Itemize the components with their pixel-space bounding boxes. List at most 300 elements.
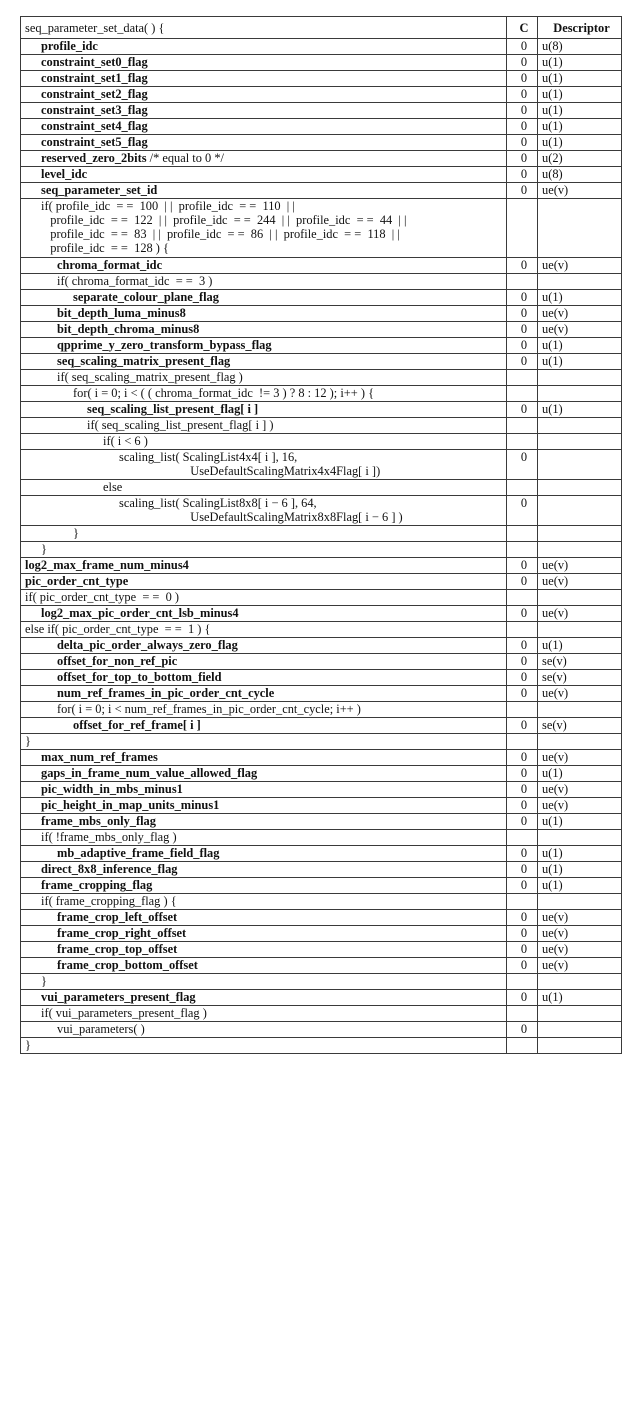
category-cell bbox=[507, 386, 538, 402]
syntax-statement: scaling_list( ScalingList4x4[ i ], 16, bbox=[119, 450, 298, 464]
descriptor-cell: u(1) bbox=[538, 862, 622, 878]
syntax-cell bbox=[21, 926, 507, 942]
syntax-cell bbox=[21, 434, 507, 450]
table-row bbox=[21, 87, 622, 103]
syntax-element-name: chroma_format_idc bbox=[57, 258, 163, 272]
syntax-statement: if( chroma_format_idc = = 3 ) bbox=[57, 274, 213, 288]
table-row bbox=[21, 135, 622, 151]
category-cell: 0 bbox=[507, 290, 538, 306]
category-cell: 0 bbox=[507, 338, 538, 354]
descriptor-cell: u(1) bbox=[538, 71, 622, 87]
table-row bbox=[21, 846, 622, 862]
table-row bbox=[21, 718, 622, 734]
syntax-element-name: frame_crop_right_offset bbox=[57, 926, 187, 940]
table-row bbox=[21, 370, 622, 386]
table-row bbox=[21, 418, 622, 434]
table-row bbox=[21, 990, 622, 1006]
table-row bbox=[21, 670, 622, 686]
category-cell bbox=[507, 370, 538, 386]
category-cell: 0 bbox=[507, 878, 538, 894]
descriptor-cell bbox=[538, 386, 622, 402]
syntax-cell bbox=[21, 622, 507, 638]
syntax-element-name: frame_crop_bottom_offset bbox=[57, 958, 198, 972]
syntax-cell bbox=[21, 814, 507, 830]
descriptor-cell: ue(v) bbox=[538, 558, 622, 574]
category-cell: 0 bbox=[507, 750, 538, 766]
descriptor-cell bbox=[538, 434, 622, 450]
category-cell bbox=[507, 434, 538, 450]
category-cell: 0 bbox=[507, 990, 538, 1006]
syntax-cell bbox=[21, 322, 507, 338]
syntax-element-name: reserved_zero_2bits bbox=[41, 151, 147, 165]
category-cell bbox=[507, 974, 538, 990]
descriptor-cell: u(1) bbox=[538, 402, 622, 418]
table-row bbox=[21, 590, 622, 606]
syntax-element-name: offset_for_non_ref_pic bbox=[57, 654, 178, 668]
syntax-statement: if( frame_cropping_flag ) { bbox=[41, 894, 177, 908]
category-cell: 0 bbox=[507, 654, 538, 670]
table-row bbox=[21, 910, 622, 926]
descriptor-cell: ue(v) bbox=[538, 183, 622, 199]
descriptor-cell: u(1) bbox=[538, 55, 622, 71]
syntax-cell bbox=[21, 654, 507, 670]
syntax-element-name: vui_parameters_present_flag bbox=[41, 990, 196, 1004]
header-descriptor: Descriptor bbox=[538, 17, 622, 39]
syntax-cell bbox=[21, 418, 507, 434]
descriptor-cell: u(1) bbox=[538, 846, 622, 862]
syntax-cell bbox=[21, 702, 507, 718]
descriptor-cell: u(1) bbox=[538, 638, 622, 654]
syntax-cell bbox=[21, 338, 507, 354]
table-row bbox=[21, 306, 622, 322]
descriptor-cell: u(8) bbox=[538, 167, 622, 183]
table-row bbox=[21, 974, 622, 990]
table-row bbox=[21, 274, 622, 290]
category-cell: 0 bbox=[507, 135, 538, 151]
descriptor-cell: ue(v) bbox=[538, 306, 622, 322]
category-cell: 0 bbox=[507, 119, 538, 135]
table-row bbox=[21, 450, 622, 480]
syntax-element-name: profile_idc bbox=[41, 39, 98, 53]
table-row bbox=[21, 480, 622, 496]
category-cell bbox=[507, 526, 538, 542]
table-row bbox=[21, 434, 622, 450]
table-row bbox=[21, 798, 622, 814]
category-cell: 0 bbox=[507, 306, 538, 322]
syntax-cell bbox=[21, 199, 507, 258]
table-row bbox=[21, 199, 622, 258]
descriptor-cell bbox=[538, 974, 622, 990]
syntax-cell bbox=[21, 290, 507, 306]
table-row bbox=[21, 354, 622, 370]
table-row bbox=[21, 1006, 622, 1022]
syntax-element-name: bit_depth_luma_minus8 bbox=[57, 306, 186, 320]
syntax-comment: /* equal to 0 */ bbox=[146, 151, 224, 165]
descriptor-cell bbox=[538, 1038, 622, 1054]
syntax-cell bbox=[21, 798, 507, 814]
category-cell bbox=[507, 734, 538, 750]
category-cell: 0 bbox=[507, 151, 538, 167]
category-cell bbox=[507, 480, 538, 496]
syntax-cell bbox=[21, 526, 507, 542]
syntax-element-name: frame_cropping_flag bbox=[41, 878, 153, 892]
syntax-cell bbox=[21, 910, 507, 926]
category-cell bbox=[507, 1038, 538, 1054]
category-cell: 0 bbox=[507, 496, 538, 526]
category-cell: 0 bbox=[507, 686, 538, 702]
syntax-element-name: frame_crop_left_offset bbox=[57, 910, 178, 924]
descriptor-cell bbox=[538, 274, 622, 290]
syntax-cell bbox=[21, 386, 507, 402]
table-row bbox=[21, 338, 622, 354]
syntax-cell bbox=[21, 55, 507, 71]
table-row bbox=[21, 830, 622, 846]
syntax-element-name: constraint_set1_flag bbox=[41, 71, 148, 85]
table-row bbox=[21, 702, 622, 718]
syntax-element-name: qpprime_y_zero_transform_bypass_flag bbox=[57, 338, 272, 352]
descriptor-cell: u(1) bbox=[538, 338, 622, 354]
syntax-cell bbox=[21, 1022, 507, 1038]
descriptor-cell: u(1) bbox=[538, 766, 622, 782]
table-row bbox=[21, 750, 622, 766]
descriptor-cell: u(1) bbox=[538, 290, 622, 306]
syntax-cell bbox=[21, 958, 507, 974]
descriptor-cell bbox=[538, 1022, 622, 1038]
syntax-element-name: constraint_set3_flag bbox=[41, 103, 148, 117]
descriptor-cell: ue(v) bbox=[538, 258, 622, 274]
descriptor-cell: u(1) bbox=[538, 878, 622, 894]
category-cell bbox=[507, 1006, 538, 1022]
syntax-element-name: delta_pic_order_always_zero_flag bbox=[57, 638, 238, 652]
syntax-element-name: level_idc bbox=[41, 167, 88, 181]
table-row bbox=[21, 258, 622, 274]
category-cell: 0 bbox=[507, 71, 538, 87]
table-row bbox=[21, 958, 622, 974]
syntax-cell bbox=[21, 542, 507, 558]
table-row bbox=[21, 71, 622, 87]
category-cell: 0 bbox=[507, 322, 538, 338]
syntax-cell bbox=[21, 670, 507, 686]
category-cell: 0 bbox=[507, 87, 538, 103]
syntax-table bbox=[20, 16, 622, 1054]
syntax-cell bbox=[21, 103, 507, 119]
syntax-element-name: log2_max_frame_num_minus4 bbox=[25, 558, 189, 572]
syntax-element-name: pic_order_cnt_type bbox=[25, 574, 129, 588]
syntax-cell bbox=[21, 830, 507, 846]
syntax-cell bbox=[21, 1038, 507, 1054]
table-row bbox=[21, 638, 622, 654]
descriptor-cell: ue(v) bbox=[538, 926, 622, 942]
table-row bbox=[21, 183, 622, 199]
category-cell: 0 bbox=[507, 958, 538, 974]
syntax-element-name: constraint_set2_flag bbox=[41, 87, 148, 101]
table-header-row bbox=[21, 17, 622, 39]
descriptor-cell bbox=[538, 734, 622, 750]
header-c: C bbox=[507, 17, 538, 39]
syntax-cell bbox=[21, 718, 507, 734]
syntax-statement: vui_parameters( ) bbox=[57, 1022, 145, 1036]
descriptor-cell: u(1) bbox=[538, 103, 622, 119]
category-cell: 0 bbox=[507, 402, 538, 418]
syntax-cell bbox=[21, 167, 507, 183]
table-row bbox=[21, 1022, 622, 1038]
descriptor-cell bbox=[538, 542, 622, 558]
syntax-element-name: max_num_ref_frames bbox=[41, 750, 158, 764]
syntax-element-name: constraint_set5_flag bbox=[41, 135, 148, 149]
syntax-element-name: pic_height_in_map_units_minus1 bbox=[41, 798, 220, 812]
syntax-cell bbox=[21, 39, 507, 55]
syntax-statement: profile_idc = = 128 ) { bbox=[41, 241, 169, 255]
syntax-element-name: offset_for_ref_frame[ i ] bbox=[73, 718, 201, 732]
syntax-statement: } bbox=[41, 542, 47, 556]
syntax-table-container bbox=[20, 16, 621, 1054]
category-cell: 0 bbox=[507, 55, 538, 71]
category-cell: 0 bbox=[507, 354, 538, 370]
descriptor-cell: ue(v) bbox=[538, 750, 622, 766]
category-cell bbox=[507, 199, 538, 258]
syntax-cell bbox=[21, 496, 507, 526]
table-row bbox=[21, 151, 622, 167]
descriptor-cell: ue(v) bbox=[538, 606, 622, 622]
syntax-statement: if( pic_order_cnt_type = = 0 ) bbox=[25, 590, 180, 604]
syntax-element-name: frame_crop_top_offset bbox=[57, 942, 178, 956]
syntax-cell bbox=[21, 119, 507, 135]
syntax-statement: if( vui_parameters_present_flag ) bbox=[41, 1006, 207, 1020]
syntax-element-name: num_ref_frames_in_pic_order_cnt_cycle bbox=[57, 686, 275, 700]
category-cell: 0 bbox=[507, 39, 538, 55]
syntax-element-name: direct_8x8_inference_flag bbox=[41, 862, 178, 876]
category-cell bbox=[507, 542, 538, 558]
descriptor-cell: u(1) bbox=[538, 135, 622, 151]
descriptor-cell bbox=[538, 450, 622, 480]
syntax-statement: } bbox=[25, 1038, 31, 1052]
syntax-statement: UseDefaultScalingMatrix4x4Flag[ i ]) bbox=[119, 464, 381, 478]
table-row bbox=[21, 926, 622, 942]
descriptor-cell bbox=[538, 418, 622, 434]
category-cell: 0 bbox=[507, 638, 538, 654]
descriptor-cell: ue(v) bbox=[538, 942, 622, 958]
descriptor-cell: u(8) bbox=[538, 39, 622, 55]
table-body bbox=[21, 39, 622, 1054]
category-cell: 0 bbox=[507, 798, 538, 814]
category-cell: 0 bbox=[507, 942, 538, 958]
table-row bbox=[21, 526, 622, 542]
syntax-cell bbox=[21, 638, 507, 654]
syntax-cell bbox=[21, 606, 507, 622]
syntax-element-name: constraint_set0_flag bbox=[41, 55, 148, 69]
syntax-statement: if( seq_scaling_list_present_flag[ i ] ) bbox=[87, 418, 274, 432]
syntax-element-name: frame_mbs_only_flag bbox=[41, 814, 156, 828]
descriptor-cell: ue(v) bbox=[538, 958, 622, 974]
descriptor-cell: u(1) bbox=[538, 87, 622, 103]
syntax-statement: if( !frame_mbs_only_flag ) bbox=[41, 830, 177, 844]
category-cell bbox=[507, 590, 538, 606]
category-cell: 0 bbox=[507, 910, 538, 926]
table-row bbox=[21, 574, 622, 590]
syntax-statement: if( profile_idc = = 100 | | profile_idc = = 110 | | bbox=[41, 199, 295, 213]
table-row bbox=[21, 766, 622, 782]
syntax-statement: else bbox=[103, 480, 123, 494]
syntax-element-name: seq_scaling_list_present_flag[ i ] bbox=[87, 402, 259, 416]
descriptor-cell bbox=[538, 370, 622, 386]
table-row bbox=[21, 119, 622, 135]
syntax-cell bbox=[21, 135, 507, 151]
syntax-statement: UseDefaultScalingMatrix8x8Flag[ i − 6 ] ) bbox=[119, 510, 403, 524]
category-cell: 0 bbox=[507, 926, 538, 942]
descriptor-cell: se(v) bbox=[538, 670, 622, 686]
table-row bbox=[21, 386, 622, 402]
descriptor-cell: se(v) bbox=[538, 718, 622, 734]
table-row bbox=[21, 654, 622, 670]
syntax-cell bbox=[21, 990, 507, 1006]
descriptor-cell: ue(v) bbox=[538, 798, 622, 814]
syntax-statement: profile_idc = = 83 | | profile_idc = = 86 | | profile_idc = = 118 | | bbox=[41, 227, 400, 241]
syntax-element-name: log2_max_pic_order_cnt_lsb_minus4 bbox=[41, 606, 239, 620]
syntax-cell bbox=[21, 558, 507, 574]
table-row bbox=[21, 290, 622, 306]
syntax-element-name: bit_depth_chroma_minus8 bbox=[57, 322, 200, 336]
category-cell: 0 bbox=[507, 814, 538, 830]
category-cell: 0 bbox=[507, 718, 538, 734]
category-cell: 0 bbox=[507, 862, 538, 878]
syntax-cell bbox=[21, 766, 507, 782]
syntax-element-name: gaps_in_frame_num_value_allowed_flag bbox=[41, 766, 258, 780]
category-cell bbox=[507, 702, 538, 718]
syntax-statement: scaling_list( ScalingList8x8[ i − 6 ], 64, bbox=[119, 496, 317, 510]
syntax-statement: profile_idc = = 122 | | profile_idc = = 244 | | profile_idc = = 44 | | bbox=[41, 213, 407, 227]
syntax-cell bbox=[21, 974, 507, 990]
descriptor-cell bbox=[538, 526, 622, 542]
table-row bbox=[21, 542, 622, 558]
syntax-line-with-comment bbox=[41, 151, 506, 165]
descriptor-cell: ue(v) bbox=[538, 686, 622, 702]
descriptor-cell: u(1) bbox=[538, 814, 622, 830]
syntax-cell bbox=[21, 354, 507, 370]
table-row bbox=[21, 942, 622, 958]
category-cell: 0 bbox=[507, 558, 538, 574]
category-cell bbox=[507, 418, 538, 434]
category-cell: 0 bbox=[507, 1022, 538, 1038]
category-cell: 0 bbox=[507, 183, 538, 199]
syntax-cell bbox=[21, 590, 507, 606]
descriptor-cell bbox=[538, 830, 622, 846]
table-row bbox=[21, 894, 622, 910]
table-row bbox=[21, 322, 622, 338]
syntax-cell bbox=[21, 402, 507, 418]
syntax-cell bbox=[21, 574, 507, 590]
syntax-cell bbox=[21, 734, 507, 750]
table-row bbox=[21, 39, 622, 55]
syntax-statement: for( i = 0; i < num_ref_frames_in_pic_order_cnt_cycle; i++ ) bbox=[57, 702, 361, 716]
descriptor-cell bbox=[538, 480, 622, 496]
descriptor-cell: ue(v) bbox=[538, 910, 622, 926]
syntax-cell bbox=[21, 686, 507, 702]
syntax-element-name: constraint_set4_flag bbox=[41, 119, 148, 133]
category-cell: 0 bbox=[507, 766, 538, 782]
syntax-cell bbox=[21, 782, 507, 798]
syntax-statement: } bbox=[25, 734, 31, 748]
syntax-cell bbox=[21, 846, 507, 862]
descriptor-cell bbox=[538, 702, 622, 718]
category-cell: 0 bbox=[507, 258, 538, 274]
descriptor-cell: ue(v) bbox=[538, 782, 622, 798]
syntax-statement: if( i < 6 ) bbox=[103, 434, 148, 448]
category-cell: 0 bbox=[507, 574, 538, 590]
syntax-statement: for( i = 0; i < ( ( chroma_format_idc != 3 ) ? 8 : 12 ); i++ ) { bbox=[73, 386, 375, 400]
table-row bbox=[21, 558, 622, 574]
syntax-element-name: separate_colour_plane_flag bbox=[73, 290, 219, 304]
table-row bbox=[21, 496, 622, 526]
table-row bbox=[21, 862, 622, 878]
category-cell: 0 bbox=[507, 846, 538, 862]
category-cell: 0 bbox=[507, 450, 538, 480]
category-cell: 0 bbox=[507, 606, 538, 622]
syntax-cell bbox=[21, 151, 507, 167]
syntax-cell bbox=[21, 87, 507, 103]
category-cell bbox=[507, 830, 538, 846]
table-row bbox=[21, 103, 622, 119]
descriptor-cell: u(1) bbox=[538, 990, 622, 1006]
descriptor-cell: se(v) bbox=[538, 654, 622, 670]
syntax-cell bbox=[21, 480, 507, 496]
descriptor-cell: ue(v) bbox=[538, 574, 622, 590]
syntax-cell bbox=[21, 894, 507, 910]
syntax-statement: else if( pic_order_cnt_type = = 1 ) { bbox=[25, 622, 211, 636]
category-cell bbox=[507, 274, 538, 290]
syntax-cell bbox=[21, 450, 507, 480]
table-row bbox=[21, 814, 622, 830]
syntax-cell bbox=[21, 942, 507, 958]
syntax-element-name: mb_adaptive_frame_field_flag bbox=[57, 846, 220, 860]
syntax-cell bbox=[21, 183, 507, 199]
syntax-statement: } bbox=[41, 974, 47, 988]
table-row bbox=[21, 55, 622, 71]
descriptor-cell bbox=[538, 496, 622, 526]
descriptor-cell bbox=[538, 622, 622, 638]
category-cell: 0 bbox=[507, 670, 538, 686]
table-row bbox=[21, 734, 622, 750]
table-row bbox=[21, 782, 622, 798]
syntax-element-name: seq_scaling_matrix_present_flag bbox=[57, 354, 231, 368]
category-cell bbox=[507, 622, 538, 638]
syntax-element-name: offset_for_top_to_bottom_field bbox=[57, 670, 222, 684]
syntax-element-name: seq_parameter_set_id bbox=[41, 183, 158, 197]
syntax-cell bbox=[21, 862, 507, 878]
descriptor-cell bbox=[538, 894, 622, 910]
syntax-cell bbox=[21, 274, 507, 290]
category-cell: 0 bbox=[507, 103, 538, 119]
syntax-cell bbox=[21, 878, 507, 894]
header-syntax: seq_parameter_set_data( ) { bbox=[21, 17, 507, 39]
category-cell bbox=[507, 894, 538, 910]
descriptor-cell bbox=[538, 199, 622, 258]
syntax-cell bbox=[21, 1006, 507, 1022]
syntax-cell bbox=[21, 370, 507, 386]
descriptor-cell bbox=[538, 590, 622, 606]
table-row bbox=[21, 1038, 622, 1054]
table-row bbox=[21, 606, 622, 622]
descriptor-cell: u(2) bbox=[538, 151, 622, 167]
descriptor-cell: u(1) bbox=[538, 354, 622, 370]
descriptor-cell bbox=[538, 1006, 622, 1022]
category-cell: 0 bbox=[507, 167, 538, 183]
table-row bbox=[21, 622, 622, 638]
table-row bbox=[21, 686, 622, 702]
table-row bbox=[21, 167, 622, 183]
syntax-statement: if( seq_scaling_matrix_present_flag ) bbox=[57, 370, 243, 384]
syntax-element-name: pic_width_in_mbs_minus1 bbox=[41, 782, 183, 796]
syntax-cell bbox=[21, 750, 507, 766]
